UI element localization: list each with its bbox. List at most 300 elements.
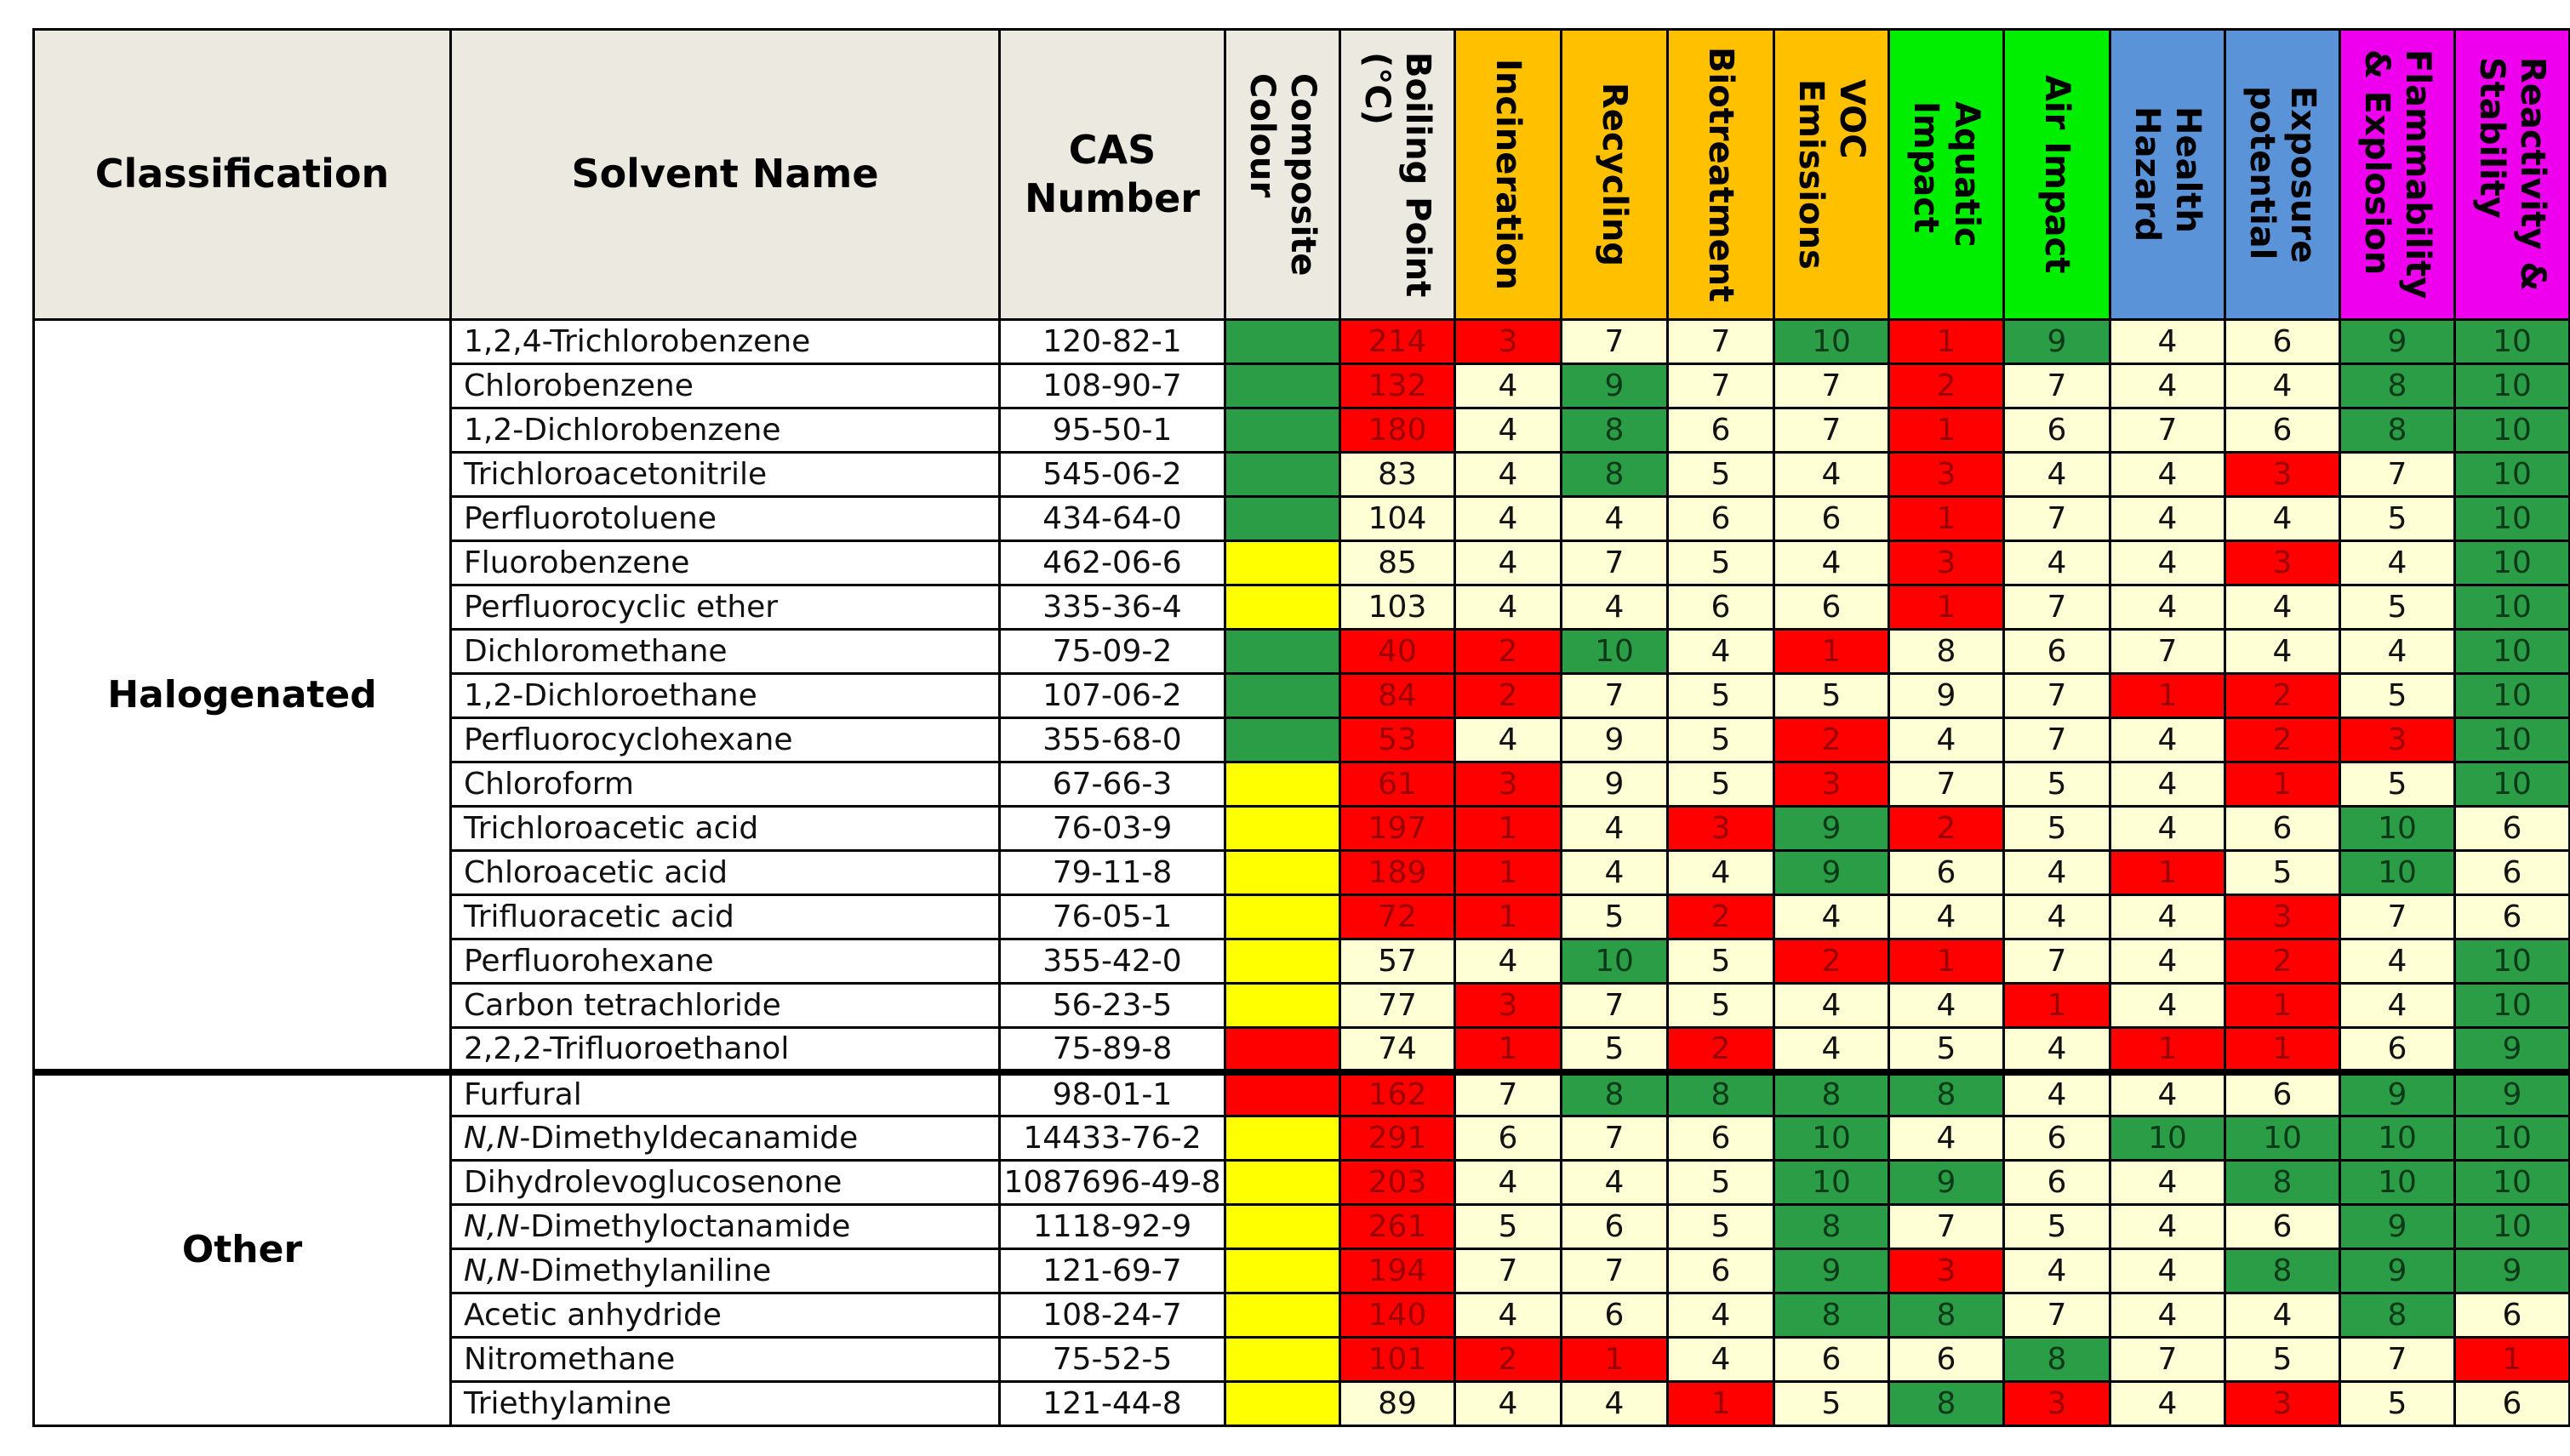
score-cell: 6 [2004, 1161, 2110, 1205]
composite-colour-cell [1225, 984, 1340, 1028]
solvent-name-cell: Acetic anhydride [451, 1293, 1000, 1338]
score-cell: 3 [1889, 541, 2004, 585]
score-cell: 4 [1668, 1338, 1774, 1382]
score-cell: 4 [2110, 541, 2225, 585]
score-cell: 5 [1668, 939, 1774, 984]
score-cell: 2 [2225, 718, 2340, 762]
score-cell: 4 [2110, 895, 2225, 939]
score-cell: 4 [2340, 541, 2455, 585]
score-cell: 6 [2225, 1205, 2340, 1249]
score-cell: 10 [2455, 585, 2570, 630]
cas-number-cell: 98-01-1 [1000, 1072, 1225, 1116]
score-cell: 4 [2110, 364, 2225, 408]
score-cell: 7 [1562, 541, 1668, 585]
solvent-name-cell: Trifluoracetic acid [451, 895, 1000, 939]
composite-colour-cell [1225, 1072, 1340, 1116]
score-cell: 4 [1455, 1382, 1562, 1426]
solvent-table-container [32, 28, 2552, 1431]
cas-number-cell: 75-52-5 [1000, 1338, 1225, 1382]
solvent-name-cell: Perfluorotoluene [451, 497, 1000, 541]
solvent-name-cell: Perfluorohexane [451, 939, 1000, 984]
score-cell: 6 [1774, 585, 1889, 630]
score-cell: 4 [1774, 895, 1889, 939]
score-cell: 5 [2004, 762, 2110, 807]
cas-number-cell: 335-36-4 [1000, 585, 1225, 630]
composite-colour-cell [1225, 585, 1340, 630]
score-cell: 6 [2225, 320, 2340, 364]
solvent-selection-table [32, 28, 2570, 1427]
score-cell: 7 [1889, 762, 2004, 807]
score-cell: 6 [1668, 1116, 1774, 1161]
table-body [34, 320, 2570, 1426]
header-flammability: Flammability & Explosion [2340, 30, 2455, 320]
score-cell: 6 [2455, 1293, 2570, 1338]
score-cell: 7 [2110, 630, 2225, 674]
score-cell: 8 [1562, 1072, 1668, 1116]
score-cell: 10 [2455, 320, 2570, 364]
score-cell: 10 [1774, 1116, 1889, 1161]
score-cell: 5 [2225, 851, 2340, 895]
score-cell: 1 [2455, 1338, 2570, 1382]
cas-number-cell: 1087696-49-8 [1000, 1161, 1225, 1205]
score-cell: 4 [1455, 408, 1562, 453]
boiling-point-cell: 84 [1340, 674, 1455, 718]
score-cell: 4 [2340, 630, 2455, 674]
score-cell: 4 [1455, 1293, 1562, 1338]
score-cell: 5 [1668, 762, 1774, 807]
score-cell: 4 [2225, 585, 2340, 630]
score-cell: 1 [1668, 1382, 1774, 1426]
score-cell: 7 [2004, 939, 2110, 984]
header-air-impact: Air Impact [2004, 30, 2110, 320]
score-cell: 5 [1668, 718, 1774, 762]
composite-colour-cell [1225, 1028, 1340, 1072]
solvent-name-cell: N,N-Dimethylaniline [451, 1249, 1000, 1293]
score-cell: 5 [1774, 674, 1889, 718]
solvent-name-cell: Nitromethane [451, 1338, 1000, 1382]
cas-number-cell: 75-89-8 [1000, 1028, 1225, 1072]
score-cell: 5 [1562, 895, 1668, 939]
solvent-name-cell: Trichloroacetic acid [451, 807, 1000, 851]
boiling-point-cell: 261 [1340, 1205, 1455, 1249]
score-cell: 3 [1455, 320, 1562, 364]
score-cell: 4 [2225, 364, 2340, 408]
cas-number-cell: 545-06-2 [1000, 453, 1225, 497]
boiling-point-cell: 104 [1340, 497, 1455, 541]
boiling-point-cell: 291 [1340, 1116, 1455, 1161]
score-cell: 10 [2340, 851, 2455, 895]
score-cell: 2 [1668, 895, 1774, 939]
score-cell: 8 [2340, 1293, 2455, 1338]
score-cell: 4 [2004, 895, 2110, 939]
score-cell: 4 [2004, 453, 2110, 497]
score-cell: 5 [1455, 1205, 1562, 1249]
composite-colour-cell [1225, 1338, 1340, 1382]
composite-colour-cell [1225, 320, 1340, 364]
score-cell: 4 [2110, 1161, 2225, 1205]
composite-colour-cell [1225, 762, 1340, 807]
score-cell: 8 [2225, 1249, 2340, 1293]
score-cell: 7 [1889, 1205, 2004, 1249]
solvent-name-cell: Chlorobenzene [451, 364, 1000, 408]
cas-number-cell: 355-68-0 [1000, 718, 1225, 762]
solvent-name-cell: N,N-Dimethyldecanamide [451, 1116, 1000, 1161]
score-cell: 5 [1668, 984, 1774, 1028]
header-exposure-potential: Exposure potential [2225, 30, 2340, 320]
score-cell: 4 [1889, 1116, 2004, 1161]
score-cell: 3 [1668, 807, 1774, 851]
score-cell: 9 [2340, 1072, 2455, 1116]
boiling-point-cell: 197 [1340, 807, 1455, 851]
score-cell: 4 [1774, 541, 1889, 585]
score-cell: 4 [2110, 1072, 2225, 1116]
score-cell: 1 [2004, 984, 2110, 1028]
score-cell: 1 [2110, 851, 2225, 895]
composite-colour-cell [1225, 1293, 1340, 1338]
score-cell: 10 [2455, 939, 2570, 984]
score-cell: 8 [1889, 1382, 2004, 1426]
table-row [34, 320, 2570, 364]
score-cell: 8 [1774, 1072, 1889, 1116]
score-cell: 4 [2225, 497, 2340, 541]
score-cell: 4 [1668, 851, 1774, 895]
cas-number-cell: 108-24-7 [1000, 1293, 1225, 1338]
score-cell: 2 [1668, 1028, 1774, 1072]
score-cell: 6 [2340, 1028, 2455, 1072]
score-cell: 4 [1562, 807, 1668, 851]
composite-colour-cell [1225, 807, 1340, 851]
header-health-hazard: Health Hazard [2110, 30, 2225, 320]
boiling-point-cell: 77 [1340, 984, 1455, 1028]
cas-number-cell: 121-44-8 [1000, 1382, 1225, 1426]
boiling-point-cell: 132 [1340, 364, 1455, 408]
header-incineration: Incineration [1455, 30, 1562, 320]
boiling-point-cell: 203 [1340, 1161, 1455, 1205]
score-cell: 8 [1668, 1072, 1774, 1116]
boiling-point-cell: 72 [1340, 895, 1455, 939]
composite-colour-cell [1225, 851, 1340, 895]
score-cell: 3 [2225, 541, 2340, 585]
cas-number-cell: 1118-92-9 [1000, 1205, 1225, 1249]
score-cell: 3 [2340, 718, 2455, 762]
cas-number-cell: 56-23-5 [1000, 984, 1225, 1028]
score-cell: 1 [1455, 1028, 1562, 1072]
composite-colour-cell [1225, 630, 1340, 674]
score-cell: 4 [2110, 453, 2225, 497]
score-cell: 4 [1562, 1161, 1668, 1205]
score-cell: 3 [2225, 453, 2340, 497]
score-cell: 5 [1562, 1028, 1668, 1072]
score-cell: 6 [2004, 630, 2110, 674]
solvent-name-cell: 2,2,2-Trifluoroethanol [451, 1028, 1000, 1072]
cas-number-cell: 76-03-9 [1000, 807, 1225, 851]
composite-colour-cell [1225, 364, 1340, 408]
score-cell: 9 [1562, 364, 1668, 408]
score-cell: 1 [1774, 630, 1889, 674]
score-cell: 4 [2004, 1249, 2110, 1293]
header-aquatic-impact: Aquatic Impact [1889, 30, 2004, 320]
score-cell: 4 [2004, 851, 2110, 895]
score-cell: 6 [2004, 408, 2110, 453]
header-cas-number: CAS Number [1000, 30, 1225, 320]
header-recycling: Recycling [1562, 30, 1668, 320]
score-cell: 1 [1455, 895, 1562, 939]
score-cell: 7 [1774, 364, 1889, 408]
score-cell: 9 [1562, 718, 1668, 762]
score-cell: 6 [2225, 807, 2340, 851]
score-cell: 4 [2004, 1072, 2110, 1116]
score-cell: 4 [1889, 718, 2004, 762]
solvent-name-cell: 1,2,4-Trichlorobenzene [451, 320, 1000, 364]
score-cell: 9 [1774, 807, 1889, 851]
score-cell: 6 [1889, 1338, 2004, 1382]
score-cell: 10 [2455, 1161, 2570, 1205]
score-cell: 2 [1455, 674, 1562, 718]
classification-cell: Halogenated [34, 320, 451, 1072]
score-cell: 1 [2225, 1028, 2340, 1072]
score-cell: 3 [1455, 762, 1562, 807]
score-cell: 4 [1455, 453, 1562, 497]
score-cell: 7 [2004, 364, 2110, 408]
cas-number-cell: 107-06-2 [1000, 674, 1225, 718]
score-cell: 4 [2110, 497, 2225, 541]
score-cell: 5 [2225, 1338, 2340, 1382]
score-cell: 4 [1668, 1293, 1774, 1338]
score-cell: 4 [2340, 984, 2455, 1028]
composite-colour-cell [1225, 1249, 1340, 1293]
score-cell: 4 [1774, 984, 1889, 1028]
score-cell: 4 [1455, 1161, 1562, 1205]
cas-number-cell: 76-05-1 [1000, 895, 1225, 939]
classification-cell: Other [34, 1072, 451, 1426]
score-cell: 3 [1889, 453, 2004, 497]
solvent-name-cell: Perfluorocyclohexane [451, 718, 1000, 762]
score-cell: 7 [1455, 1072, 1562, 1116]
cas-number-cell: 14433-76-2 [1000, 1116, 1225, 1161]
score-cell: 7 [2004, 585, 2110, 630]
score-cell: 10 [2340, 1161, 2455, 1205]
score-cell: 9 [1889, 1161, 2004, 1205]
score-cell: 6 [2455, 1382, 2570, 1426]
score-cell: 7 [1668, 320, 1774, 364]
boiling-point-cell: 74 [1340, 1028, 1455, 1072]
boiling-point-cell: 89 [1340, 1382, 1455, 1426]
solvent-name-cell: Dichloromethane [451, 630, 1000, 674]
score-cell: 1 [2225, 762, 2340, 807]
header-voc-emissions: VOC Emissions [1774, 30, 1889, 320]
composite-colour-cell [1225, 939, 1340, 984]
score-cell: 8 [1774, 1293, 1889, 1338]
header-composite-colour: Composite Colour [1225, 30, 1340, 320]
score-cell: 5 [1668, 674, 1774, 718]
score-cell: 6 [1562, 1293, 1668, 1338]
composite-colour-cell [1225, 453, 1340, 497]
score-cell: 7 [1774, 408, 1889, 453]
cas-number-cell: 434-64-0 [1000, 497, 1225, 541]
composite-colour-cell [1225, 497, 1340, 541]
score-cell: 6 [1774, 497, 1889, 541]
score-cell: 5 [1668, 541, 1774, 585]
score-cell: 7 [2004, 1293, 2110, 1338]
score-cell: 5 [2004, 1205, 2110, 1249]
score-cell: 8 [2004, 1338, 2110, 1382]
score-cell: 4 [1455, 497, 1562, 541]
score-cell: 8 [1562, 453, 1668, 497]
score-cell: 4 [1562, 585, 1668, 630]
composite-colour-cell [1225, 541, 1340, 585]
solvent-name-cell: Triethylamine [451, 1382, 1000, 1426]
score-cell: 7 [2340, 895, 2455, 939]
score-cell: 7 [1668, 364, 1774, 408]
score-cell: 4 [1455, 541, 1562, 585]
score-cell: 10 [2225, 1116, 2340, 1161]
solvent-name-cell: Perfluorocyclic ether [451, 585, 1000, 630]
header-solvent-name: Solvent Name [451, 30, 1000, 320]
score-cell: 10 [2455, 630, 2570, 674]
score-cell: 9 [2340, 1249, 2455, 1293]
score-cell: 4 [2110, 1293, 2225, 1338]
boiling-point-cell: 214 [1340, 320, 1455, 364]
score-cell: 4 [2110, 1205, 2225, 1249]
score-cell: 7 [2340, 453, 2455, 497]
score-cell: 2 [1774, 939, 1889, 984]
score-cell: 1 [1562, 1338, 1668, 1382]
cas-number-cell: 121-69-7 [1000, 1249, 1225, 1293]
boiling-point-cell: 180 [1340, 408, 1455, 453]
score-cell: 4 [1889, 984, 2004, 1028]
header-boiling-point: Boiling Point (°C) [1340, 30, 1455, 320]
cas-number-cell: 79-11-8 [1000, 851, 1225, 895]
score-cell: 3 [2004, 1382, 2110, 1426]
score-cell: 9 [2004, 320, 2110, 364]
score-cell: 4 [2110, 320, 2225, 364]
score-cell: 4 [2110, 762, 2225, 807]
cas-number-cell: 355-42-0 [1000, 939, 1225, 984]
score-cell: 1 [1889, 408, 2004, 453]
score-cell: 5 [2340, 674, 2455, 718]
score-cell: 4 [2110, 939, 2225, 984]
score-cell: 4 [1562, 497, 1668, 541]
score-cell: 1 [1889, 497, 2004, 541]
score-cell: 9 [2455, 1249, 2570, 1293]
solvent-name-cell: Fluorobenzene [451, 541, 1000, 585]
score-cell: 2 [1889, 807, 2004, 851]
solvent-name-cell: Carbon tetrachloride [451, 984, 1000, 1028]
score-cell: 6 [1668, 497, 1774, 541]
score-cell: 10 [1562, 630, 1668, 674]
score-cell: 2 [1455, 630, 1562, 674]
solvent-name-cell: Dihydrolevoglucosenone [451, 1161, 1000, 1205]
score-cell: 5 [1668, 453, 1774, 497]
score-cell: 3 [1889, 1249, 2004, 1293]
boiling-point-cell: 140 [1340, 1293, 1455, 1338]
solvent-name-cell: Furfural [451, 1072, 1000, 1116]
score-cell: 1 [2225, 984, 2340, 1028]
score-cell: 9 [2455, 1072, 2570, 1116]
solvent-name-cell: Trichloroacetonitrile [451, 453, 1000, 497]
boiling-point-cell: 189 [1340, 851, 1455, 895]
score-cell: 10 [2110, 1116, 2225, 1161]
score-cell: 4 [1774, 453, 1889, 497]
header-reactivity: Reactivity & Stability [2455, 30, 2570, 320]
solvent-name-cell: Chloroacetic acid [451, 851, 1000, 895]
score-cell: 1 [1455, 851, 1562, 895]
score-cell: 4 [2004, 541, 2110, 585]
boiling-point-cell: 57 [1340, 939, 1455, 984]
score-cell: 9 [2340, 320, 2455, 364]
score-cell: 6 [2455, 851, 2570, 895]
score-cell: 7 [1562, 320, 1668, 364]
score-cell: 5 [1668, 1161, 1774, 1205]
score-cell: 5 [2004, 807, 2110, 851]
score-cell: 6 [2455, 807, 2570, 851]
score-cell: 6 [2225, 408, 2340, 453]
score-cell: 4 [1774, 1028, 1889, 1072]
composite-colour-cell [1225, 674, 1340, 718]
composite-colour-cell [1225, 408, 1340, 453]
score-cell: 8 [1889, 630, 2004, 674]
score-cell: 10 [1774, 320, 1889, 364]
score-cell: 4 [1455, 939, 1562, 984]
score-cell: 8 [1889, 1293, 2004, 1338]
score-cell: 6 [2004, 1116, 2110, 1161]
score-cell: 3 [1455, 984, 1562, 1028]
boiling-point-cell: 83 [1340, 453, 1455, 497]
score-cell: 10 [2455, 674, 2570, 718]
score-cell: 7 [1562, 1249, 1668, 1293]
score-cell: 6 [1455, 1116, 1562, 1161]
score-cell: 10 [2455, 453, 2570, 497]
score-cell: 10 [2455, 1116, 2570, 1161]
score-cell: 5 [2340, 762, 2455, 807]
composite-colour-cell [1225, 1382, 1340, 1426]
boiling-point-cell: 61 [1340, 762, 1455, 807]
score-cell: 2 [1889, 364, 2004, 408]
composite-colour-cell [1225, 718, 1340, 762]
score-cell: 10 [2455, 408, 2570, 453]
score-cell: 2 [1455, 1338, 1562, 1382]
boiling-point-cell: 103 [1340, 585, 1455, 630]
score-cell: 7 [1562, 674, 1668, 718]
score-cell: 6 [1668, 585, 1774, 630]
cas-number-cell: 120-82-1 [1000, 320, 1225, 364]
boiling-point-cell: 162 [1340, 1072, 1455, 1116]
header-classification: Classification [34, 30, 451, 320]
score-cell: 7 [2340, 1338, 2455, 1382]
score-cell: 10 [1774, 1161, 1889, 1205]
score-cell: 7 [2004, 497, 2110, 541]
cas-number-cell: 95-50-1 [1000, 408, 1225, 453]
boiling-point-cell: 85 [1340, 541, 1455, 585]
score-cell: 5 [1668, 1205, 1774, 1249]
score-cell: 10 [2455, 1205, 2570, 1249]
score-cell: 6 [1889, 851, 2004, 895]
score-cell: 10 [2455, 762, 2570, 807]
score-cell: 7 [2004, 718, 2110, 762]
score-cell: 8 [1774, 1205, 1889, 1249]
score-cell: 6 [1668, 408, 1774, 453]
score-cell: 10 [2455, 984, 2570, 1028]
score-cell: 4 [2110, 1249, 2225, 1293]
score-cell: 4 [2225, 630, 2340, 674]
score-cell: 1 [1455, 807, 1562, 851]
score-cell: 7 [2004, 674, 2110, 718]
score-cell: 8 [1889, 1072, 2004, 1116]
cas-number-cell: 75-09-2 [1000, 630, 1225, 674]
solvent-name-cell: N,N-Dimethyloctanamide [451, 1205, 1000, 1249]
score-cell: 1 [1889, 939, 2004, 984]
score-cell: 8 [1562, 408, 1668, 453]
